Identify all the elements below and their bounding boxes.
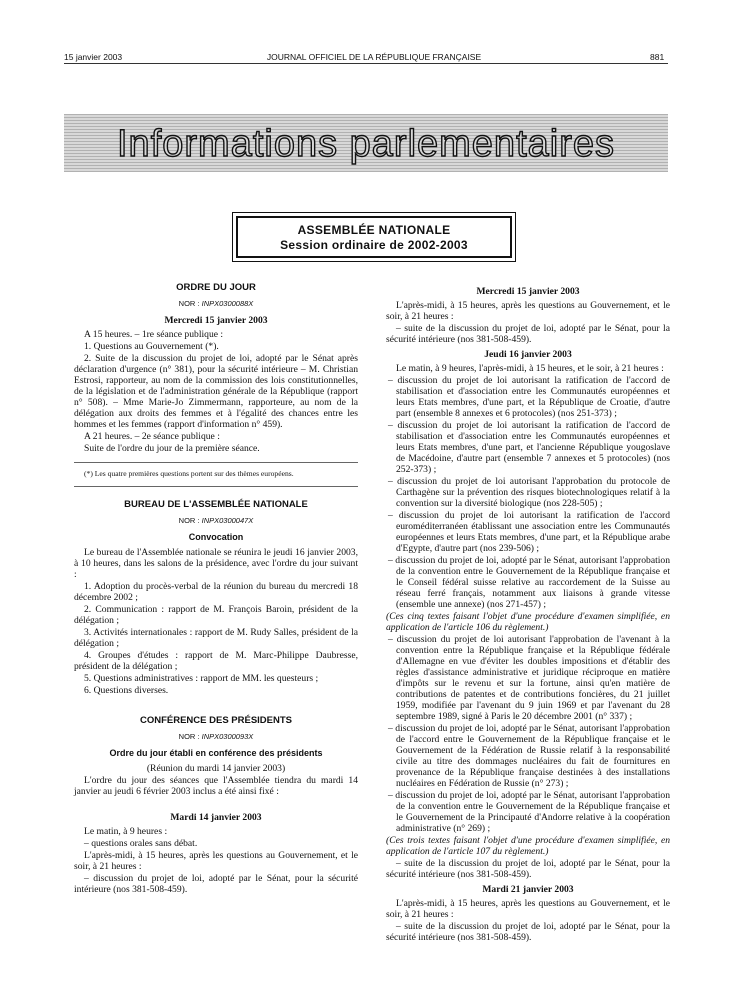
conference-meeting: (Réunion du mardi 14 janvier 2003) (146, 763, 286, 774)
conference-p2: Le matin, à 9 heures : (84, 826, 168, 837)
conference-title: CONFÉRENCE DES PRÉSIDENTS (139, 715, 293, 726)
list-item: – discussion du projet de loi, adopté par le Sénat, autorisant l'approbation de l'accord entre le Gouvernement de la République française et le Gouvernement de la Fédération de Russie relatif à la responsabilité civile au titre des dommages nucléaires du fait de fournitures en provenance de la République française destinées à des installations nucléaires en Fédération de Russie (n° 273) ; (388, 723, 670, 789)
banner (64, 114, 668, 172)
nor-code: INPX0300088X (201, 299, 254, 308)
right-day-2: Jeudi 16 janvier 2003 (484, 349, 572, 360)
bureau-item: 3. Activités internationales : rapport de M. Rudy Salles, président de la délégation ; (74, 627, 358, 649)
conference-sub: Ordre du jour établi en conférence des présidents (109, 748, 323, 758)
assembly-name: ASSEMBLÉE NATIONALE (297, 223, 451, 237)
bureau-item: 1. Adoption du procès-verbal de la réunion du bureau du mercredi 18 décembre 2002 ; (74, 581, 358, 603)
list-item: – discussion du projet de loi, adopté par le Sénat, autorisant l'approbation de la convention entre le Gouvernement de la République française et le Conseil fédéral suisse relative au raccordement de la Suisse au réseau ferré français, notamment aux liaisons à grande vitesse (ensemble une annexe) (nos 271-457) ; (388, 555, 670, 610)
list-item: – discussion du projet de loi autorisant la ratification de l'accord de stabilisation et d'association entre les Communautés européennes et leurs Etats membres, d'une part, et la République de Croatie, d'autre part (ensemble 8 annexes et 6 protocoles) (nos 251-373) ; (388, 375, 670, 419)
ordre-p2: 1. Questions au Gouvernement (*). (84, 341, 219, 352)
conference-p1: L'ordre du jour des séances que l'Assemblée tiendra du mardi 14 janvier au jeudi 6 février 2003 inclus a été ainsi fixé : (74, 775, 358, 797)
ordre-nor (74, 298, 358, 309)
right-note-1: (Ces cinq textes faisant l'objet d'une procédure d'examen simplifiée, en application de l'article 106 du règlement.) (386, 611, 670, 633)
ordre-p4: A 21 heures. – 2e séance publique : (84, 431, 220, 442)
right-column (386, 282, 670, 944)
nor-code: INPX0300047X (201, 516, 254, 525)
conference-day: Mardi 14 janvier 2003 (170, 812, 262, 823)
note-rule (74, 462, 358, 463)
bureau-item: 2. Communication : rapport de M. François Baroin, président de la délégation ; (74, 604, 358, 626)
header-rule (64, 63, 668, 64)
right-day-3: Mardi 21 janvier 2003 (482, 884, 574, 895)
bureau-nor (74, 515, 358, 526)
nor-code: INPX0300093X (201, 732, 254, 741)
list-item: – discussion du projet de loi autorisant l'approbation du protocole de Carthagène sur la prévention des risques biotechnologiques relatif à la convention sur la diversité biologique (nos 228-505) ; (388, 476, 670, 509)
nor-label: NOR : (178, 516, 200, 525)
bureau-item: 5. Questions administratives : rapport de MM. les questeurs ; (84, 673, 319, 684)
right-day-1: Mercredi 15 janvier 2003 (476, 286, 580, 297)
bureau-item: 6. Questions diverses. (84, 685, 169, 696)
conference-nor (74, 731, 358, 742)
header-date: 15 janvier 2003 (64, 52, 123, 62)
ordre-title: ORDRE DU JOUR (176, 282, 256, 293)
bureau-item: 4. Groupes d'études : rapport de M. Marc-Philippe Daubresse, président de la délégation ; (74, 650, 358, 672)
banner-title: Informations parlementaires (117, 123, 615, 165)
right-d1p1: L'après-midi, à 15 heures, après les questions au Gouvernement, et le soir, à 21 heures : (386, 300, 670, 322)
ordre-note: (*) Les quatre premières questions portent sur des thèmes européens. (84, 469, 294, 478)
assembly-session: Session ordinaire de 2002-2003 (280, 238, 468, 252)
left-column (74, 282, 358, 896)
conference-p5: – discussion du projet de loi, adopté par le Sénat, pour la sécurité intérieure (nos 381-508-459). (74, 873, 358, 895)
right-d2-list-2 (386, 634, 670, 834)
ordre-p1: A 15 heures. – 1re séance publique : (84, 329, 224, 340)
ordre-p3: 2. Suite de la discussion du projet de loi, adopté par le Sénat après déclaration d'urgence (n° 381), pour la sécurité intérieure – M. Christian Estrosi, rapporteur, au nom de la commission des lois constitutionnelles, de la législation et de l'administration générale de la République (rapport n° 508). – Mme Marie-Jo Zimmermann, rapporteure, au nom de la délégation aux droits des femmes et à l'égalité des chances entre les hommes et les femmes (rapport d'information n° 459). (74, 353, 358, 430)
right-d2p1: Le matin, à 9 heures, l'après-midi, à 15 heures, et le soir, à 21 heures : (396, 363, 664, 374)
list-item: – discussion du projet de loi autorisant la ratification de l'accord euroméditerranéen établissant une association entre les Communautés européennes et leurs Etats membres, d'une part, et la République arabe d'Egypte, d'autre part (nos 239-506) ; (388, 510, 670, 554)
conference-p4: L'après-midi, à 15 heures, après les questions au Gouvernement, et le soir, à 21 heures : (74, 850, 358, 872)
list-item: – discussion du projet de loi autorisant l'approbation de l'avenant à la convention entre la République française et la République fédérale d'Allemagne en vue d'éviter les doubles impositions et d'établir des règles d'assistance administrative et juridique réciproque en matière d'impôts sur le revenu et sur la fortune, ainsi qu'en matière de contributions de patentes et de contributions foncières, du 21 juillet 1959, modifiée par l'avenant du 9 juin 1969 et par l'avenant du 28 septembre 1989, signé à Paris le 20 décembre 2001 (n° 337) ; (388, 634, 670, 722)
right-d3p1: L'après-midi, à 15 heures, après les questions au Gouvernement, et le soir, à 21 heures : (386, 898, 670, 920)
ordre-day: Mercredi 15 janvier 2003 (164, 315, 268, 326)
right-note-2: (Ces trois textes faisant l'objet d'une procédure d'examen simplifiée, en application de l'article 107 du règlement.) (386, 835, 670, 857)
list-item: – discussion du projet de loi autorisant la ratification de l'accord de stabilisation et d'association entre les Communautés européennes et leurs Etats membres, d'une part, et l'ancienne République yougoslave de Macédoine, d'autre part (ensemble 7 annexes et 5 protocoles) (nos 252-373) ; (388, 420, 670, 475)
bureau-sub: Convocation (188, 532, 244, 542)
right-d2p2: – suite de la discussion du projet de loi, adopté par le Sénat, pour la sécurité intérieure (nos 381-508-459). (386, 858, 670, 880)
ordre-p5: Suite de l'ordre du jour de la première séance. (84, 443, 260, 454)
right-d2-list (386, 375, 670, 610)
nor-label: NOR : (178, 299, 200, 308)
bureau-p1: Le bureau de l'Assemblée nationale se réunira le jeudi 16 janvier 2003, à 10 heures, dans les salons de la présidence, avec l'ordre du jour suivant : (74, 547, 358, 580)
nor-label: NOR : (178, 732, 200, 741)
header-journal-title: JOURNAL OFFICIEL DE LA RÉPUBLIQUE FRANÇAISE (266, 52, 482, 62)
list-item: – discussion du projet de loi, adopté par le Sénat, autorisant l'approbation de la convention entre le Gouvernement de la République française et le Gouvernement de la Principauté d'Andorre relative à la coopération administrative (n° 269) ; (388, 790, 670, 834)
assembly-box (236, 216, 512, 258)
right-d1p2: – suite de la discussion du projet de loi, adopté par le Sénat, pour la sécurité intérieure (nos 381-508-459). (386, 323, 670, 345)
bureau-title: BUREAU DE L'ASSEMBLÉE NATIONALE (124, 499, 308, 510)
header-page-number: 881 (650, 52, 665, 62)
conference-p3: – questions orales sans débat. (84, 838, 198, 849)
right-d3p2: – suite de la discussion du projet de loi, adopté par le Sénat, pour la sécurité intérieure (nos 381-508-459). (386, 921, 670, 943)
